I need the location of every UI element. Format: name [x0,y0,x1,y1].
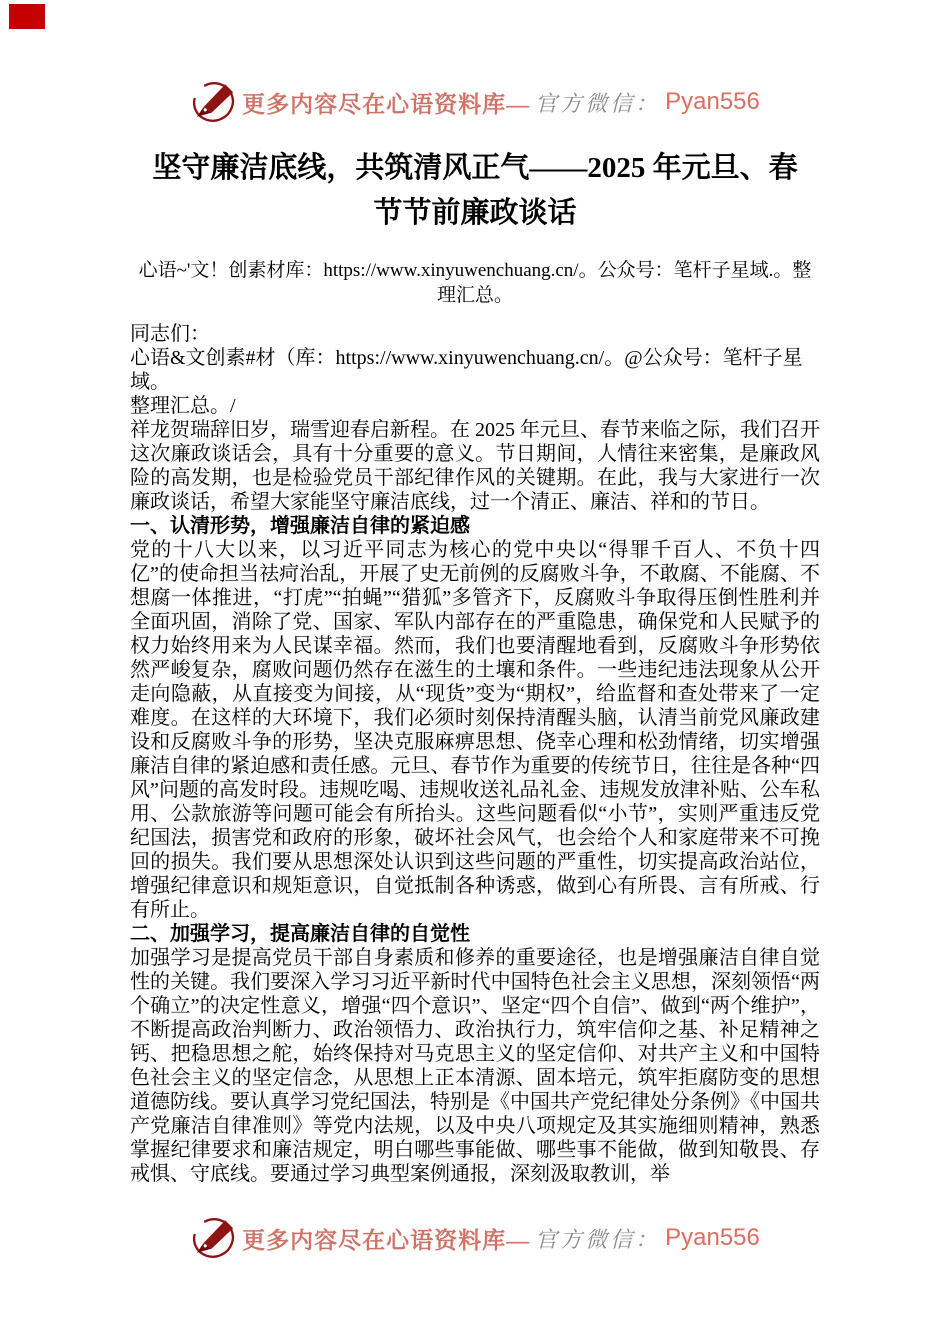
pen-circle-logo-icon [190,80,237,124]
watermark-wechat-label: 官方微信： [535,90,661,116]
section-2-paragraph: 加强学习是提高党员干部自身素质和修养的重要途径，也是增强廉洁自律自觉性的关键。我们要深入学习习近平新时代中国特色社会主义思想，深刻领悟“两个确立”的决定性意义，增强“四个意识”、坚定“四个自信”、做到“两个维护”，不断提高政治判断力、政治领悟力、政治执行力，筑牢信仰之基、补足精神之钙、把稳思想之舵，始终保持对马克思主义的坚定信仰、对共产主义和中国特色社会主义的坚定信念，从思想上正本清源、固本培元，筑牢拒腐防变的思想道德防线。要认真学习党纪国法，特别是《中国共产党纪律处分条例》《中国共产党廉洁自律准则》等党内法规，以及中央八项规定及其实施细则精神，熟悉掌握纪律要求和廉洁规定，明白哪些事能做、哪些事不能做，做到知敬畏、存戒惧、守底线。要通过学习典型案例通报，深刻汲取教训，举 [130,947,820,1185]
title-line-1: 坚守廉洁底线，共筑清风正气——2025 年元旦、春 [152,152,798,184]
footer-watermark [0,1216,950,1260]
source-attribution-centered [130,258,820,308]
source-inline-line-2: 整理汇总。/ [130,395,236,417]
intro-paragraph: 祥龙贺瑞辞旧岁，瑞雪迎春启新程。在 2025 年元旦、春节来临之际，我们召开这次廉政谈话会，具有十分重要的意义。节日期间，人情往来密集，是廉政风险的高发期，也是检验党员干部纪律作风的关键期。在此，我与大家进行一次廉政谈话，希望大家能坚守廉洁底线，过一个清正、廉洁、祥和的节日。 [130,419,820,513]
section-1-paragraph: 党的十八大以来，以习近平同志为核心的党中央以“得罪千百人、不负十四亿”的使命担当祛疴治乱，开展了史无前例的反腐败斗争，不敢腐、不能腐、不想腐一体推进，“打虎”“拍蝇”“猎狐”多管齐下，反腐败斗争取得压倒性胜利并全面巩固，消除了党、国家、军队内部存在的严重隐患，确保党和人民赋予的权力始终用来为人民谋幸福。然而，我们也要清醒地看到，反腐败斗争形势依然严峻复杂，腐败问题仍然存在滋生的土壤和条件。一些违纪违法现象从公开走向隐蔽，从直接变为间接，从“现货”变为“期权”，给监督和查处带来了一定难度。在这样的大环境下，我们必须时刻保持清醒头脑，认清当前党风廉政建设和反腐败斗争的形势，坚决克服麻痹思想、侥幸心理和松劲情绪，切实增强廉洁自律的紧迫感和责任感。元旦、春节作为重要的传统节日，往往是各种“四风”问题的高发时段。违规吃喝、违规收送礼品礼金、违规发放津补贴、公车私用、公款旅游等问题可能会有所抬头。这些问题看似“小节”，实则严重违反党纪国法，损害党和政府的形象，破坏社会风气，也会给个人和家庭带来不可挽回的损失。我们要从思想深处认识到这些问题的严重性，切实提高政治站位，增强纪律意识和规矩意识，自觉抵制各种诱惑，做到心有所畏、言有所戒、行有所止。 [130,539,820,921]
source-centered-line-1: 心语~'文！创素材库：https://www.xinyuwenchuang.cn/。公众号：笔杆子星域.。整 [138,260,812,281]
pen-circle-logo-icon [190,1216,237,1260]
watermark-wechat-account: Pyan556 [665,1224,760,1251]
corner-marker [9,4,45,29]
section-1-heading: 一、认清形势，增强廉洁自律的紧迫感 [130,515,470,537]
source-attribution-inline [130,346,820,418]
document-title [130,146,820,236]
watermark-wechat-label: 官方微信： [535,1226,661,1252]
section-2-heading: 二、加强学习，提高廉洁自律的自觉性 [130,923,470,945]
greeting-line: 同志们： [130,323,210,345]
header-watermark [0,80,950,124]
title-line-2: 节节前廉政谈话 [373,197,577,229]
watermark-slogan: 更多内容尽在心语资料库— [242,1227,531,1253]
source-centered-line-2: 理汇总。 [436,285,513,306]
watermark-slogan: 更多内容尽在心语资料库— [242,91,531,117]
watermark-wechat-account: Pyan556 [665,88,760,115]
source-inline-line-1: 心语&文创素#材（库：https://www.xinyuwenchuang.cn/。@公众号：笔杆子星域。 [130,347,803,393]
document-body [130,146,820,1186]
